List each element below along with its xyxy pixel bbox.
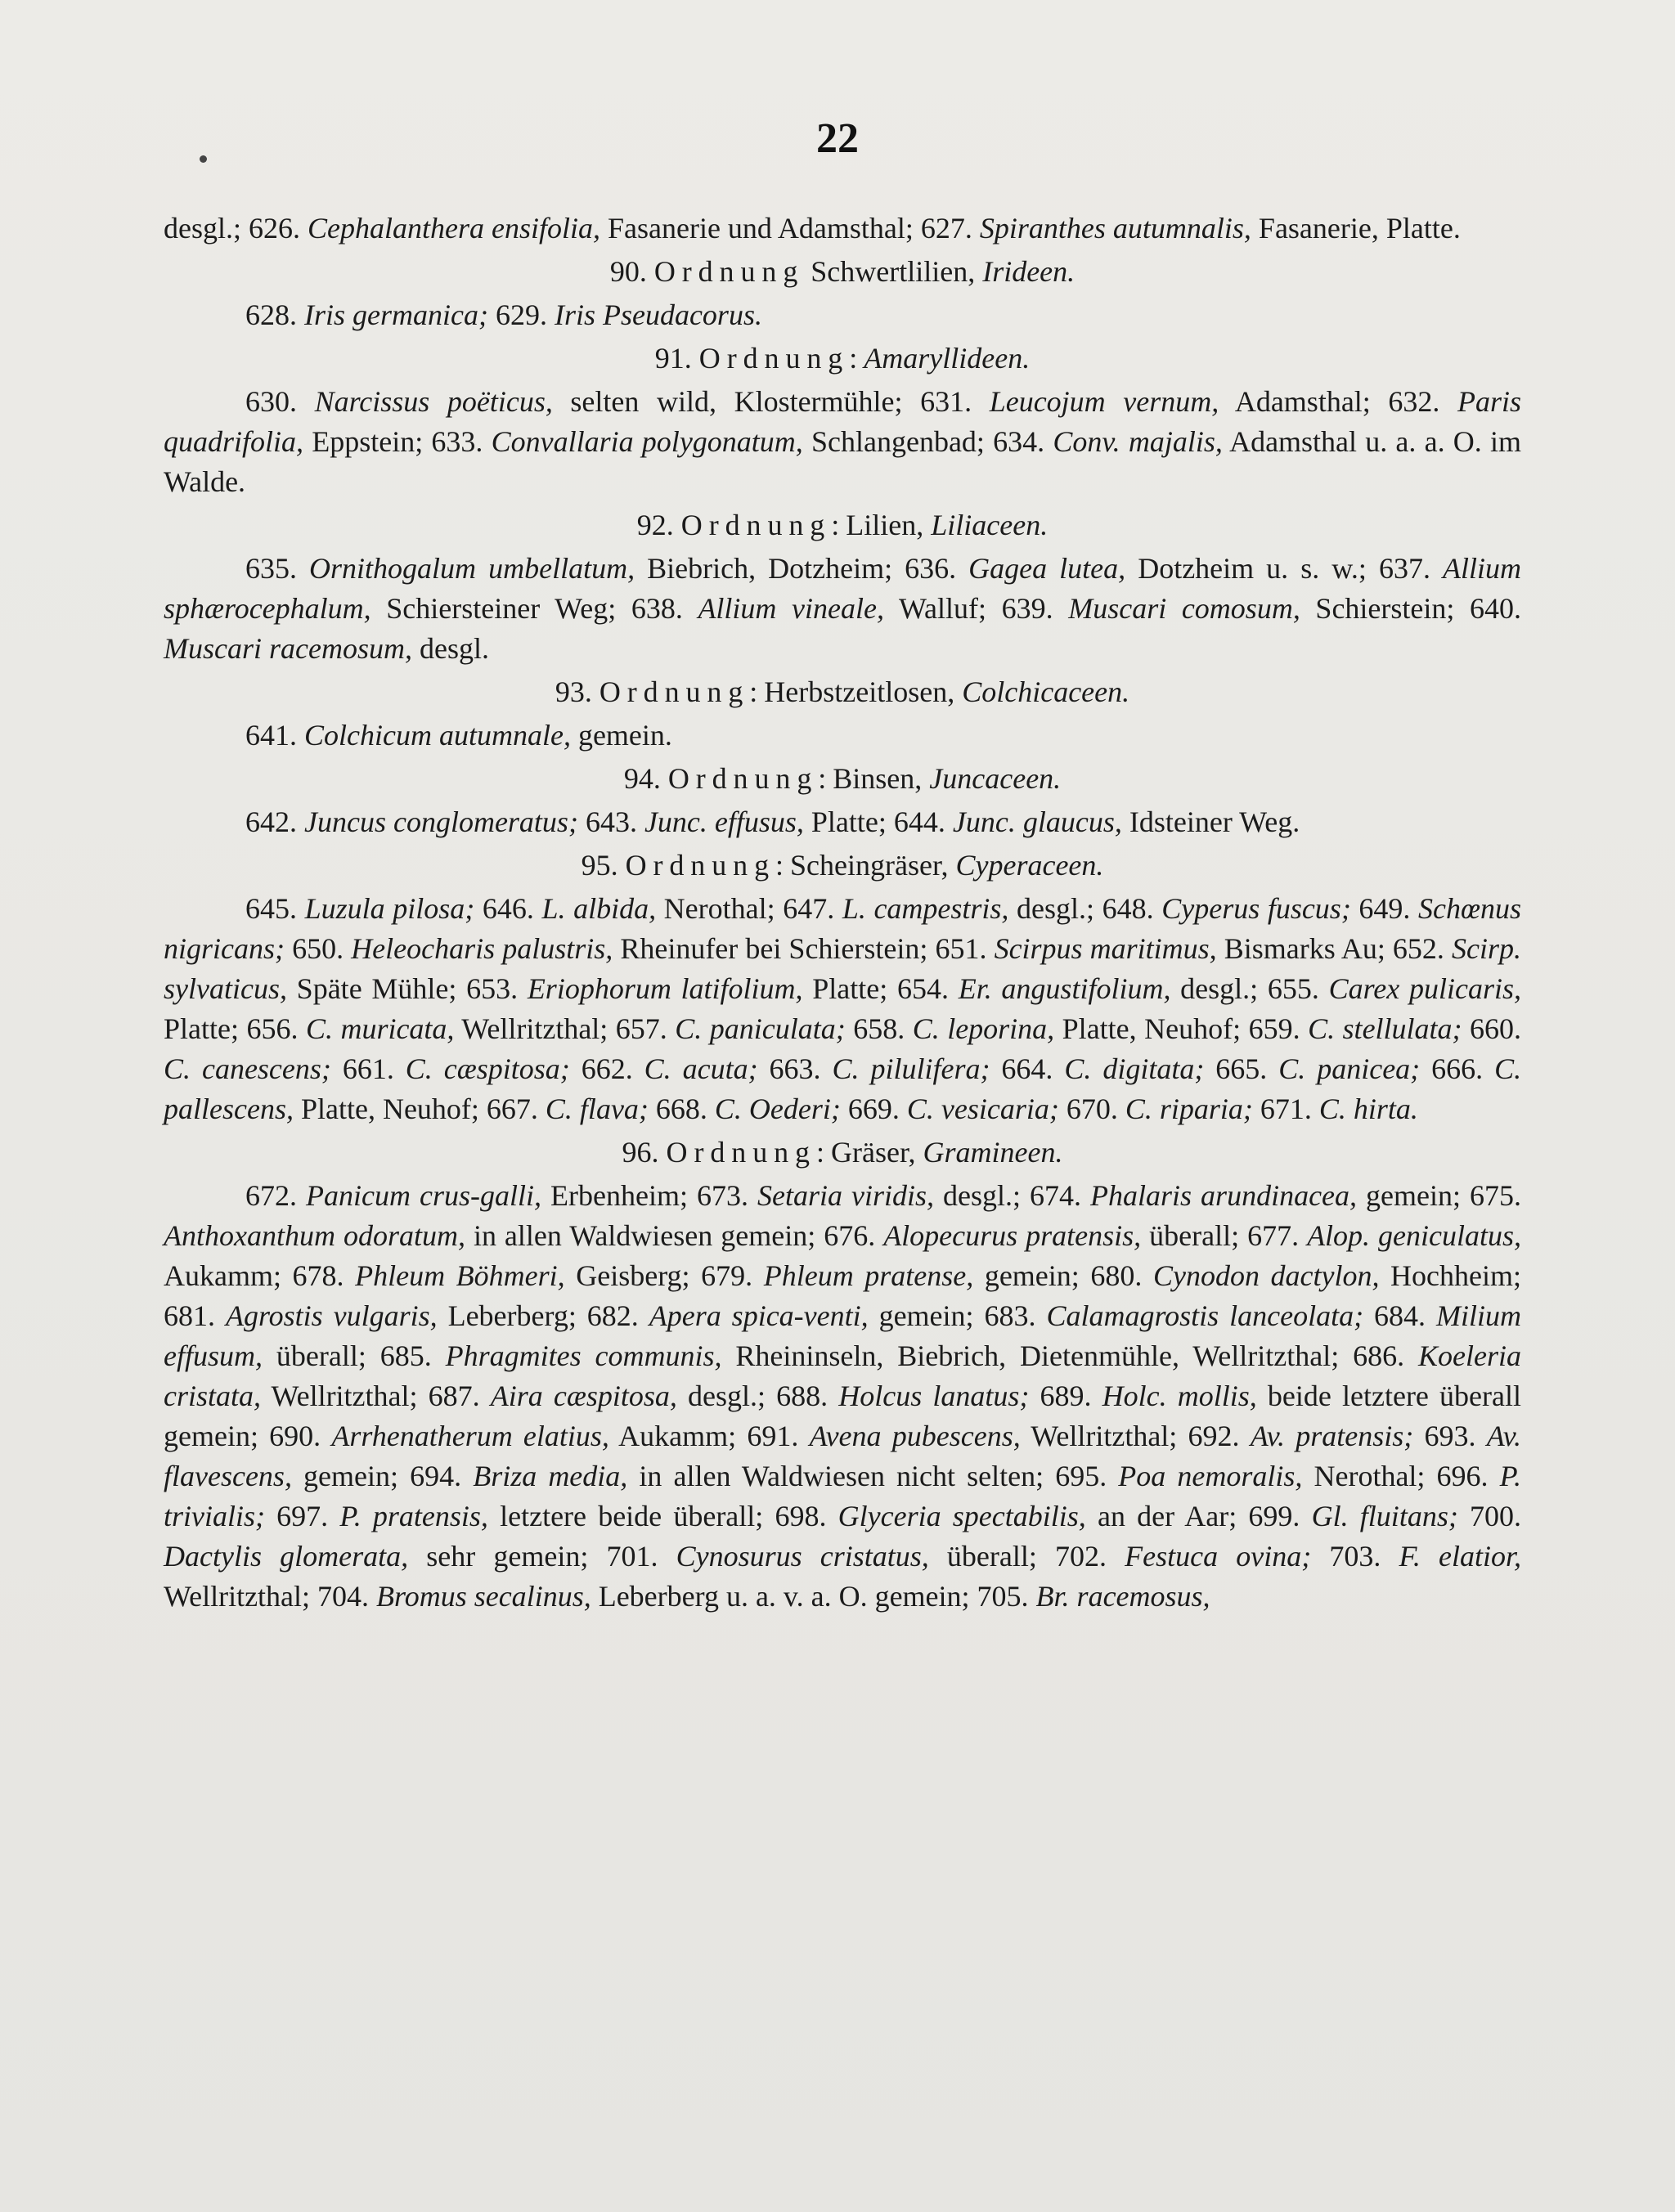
text-run: 643.: [577, 805, 644, 838]
text-run: Leberberg u. a. v. a. O. gemein; 705.: [591, 1580, 1036, 1613]
text-run: Schierstein; 640.: [1300, 592, 1522, 625]
text-run: gemein; 683.: [868, 1299, 1047, 1332]
text-run: Binsen,: [833, 762, 930, 795]
italic-name: Briza media,: [473, 1460, 628, 1492]
heading-word: Ordnung: [625, 849, 775, 882]
text-run: Leberberg; 682.: [437, 1299, 649, 1332]
italic-name: C. hirta.: [1318, 1093, 1418, 1125]
italic-name: Glyceria spectabilis,: [838, 1500, 1086, 1532]
text-run: 693.: [1413, 1420, 1487, 1452]
text-run: gemein.: [570, 719, 672, 752]
heading-separator: :: [815, 1136, 824, 1169]
italic-name: P. trivialis;: [164, 1460, 1521, 1532]
italic-name: Muscari comosum,: [1068, 592, 1300, 625]
italic-name: C. cæspitosa;: [405, 1052, 570, 1085]
italic-name: Colchicaceen.: [962, 675, 1130, 708]
paragraph: [164, 295, 1521, 335]
text-run: Fasanerie und Adamsthal; 627.: [599, 212, 980, 245]
text-run: 670.: [1058, 1093, 1125, 1125]
text-run: 689.: [1029, 1380, 1102, 1412]
heading-number: 95.: [581, 849, 626, 882]
text-run: 649.: [1350, 892, 1419, 925]
italic-name: Av. flavescens,: [164, 1420, 1522, 1492]
italic-name: Anthoxanthum odoratum,: [164, 1219, 465, 1252]
text-run: 697.: [265, 1500, 340, 1532]
text-run: 650.: [285, 932, 352, 965]
text-run: 629.: [487, 298, 555, 331]
heading-word: Ordnung: [599, 675, 750, 708]
heading-word: Ordnung: [667, 762, 819, 795]
text-run: 635.: [245, 552, 310, 585]
text-run: 662.: [569, 1052, 644, 1085]
text-run: Dotzheim u. s. w.; 637.: [1125, 552, 1443, 585]
text-run: 661.: [330, 1052, 406, 1085]
text-run: 665.: [1204, 1052, 1279, 1085]
text-run: überall; 677.: [1141, 1219, 1308, 1252]
italic-name: Convallaria polygonatum,: [491, 425, 803, 458]
italic-name: Juncaceen.: [929, 762, 1062, 795]
heading-separator: :: [849, 342, 858, 375]
section-heading: [164, 672, 1521, 712]
text-run: 641.: [245, 719, 304, 752]
italic-name: Br. racemosus,: [1035, 1580, 1210, 1613]
text-run: 660.: [1462, 1012, 1522, 1045]
text-run: Gräser,: [830, 1136, 923, 1169]
text-run: beide letztere überall gemein; 690.: [164, 1380, 1521, 1452]
italic-name: Muscari racemosum,: [164, 632, 412, 665]
text-run: Nerothal; 647.: [656, 892, 842, 925]
italic-name: Agrostis vulgaris,: [225, 1299, 438, 1332]
italic-name: Bromus secalinus,: [376, 1580, 591, 1613]
page-number: 22: [816, 115, 859, 162]
section-heading: [164, 252, 1521, 292]
heading-separator: :: [831, 509, 840, 541]
italic-name: C. muricata,: [305, 1012, 455, 1045]
italic-name: Milium effusum,: [164, 1299, 1522, 1372]
text-run: Fasanerie, Platte.: [1251, 212, 1461, 245]
paragraph: [164, 802, 1521, 842]
italic-name: C. pallescens,: [164, 1052, 1522, 1125]
text-run: Wellritzthal; 692.: [1020, 1420, 1251, 1452]
text-run: Idsteiner Weg.: [1121, 805, 1300, 838]
italic-name: Junc. effusus,: [644, 805, 804, 838]
italic-name: Arrhenatherum elatius,: [331, 1420, 609, 1452]
section-heading: [164, 846, 1521, 886]
italic-name: C. leporina,: [912, 1012, 1055, 1045]
italic-name: Alop. geniculatus,: [1307, 1219, 1522, 1252]
italic-name: Phragmites communis,: [445, 1339, 722, 1372]
text-run: Scheingräser,: [790, 849, 956, 882]
italic-name: Dactylis glomerata,: [164, 1540, 409, 1573]
text-run: 645.: [245, 892, 305, 925]
text-run: Adamsthal; 632.: [1219, 385, 1457, 418]
text-run: überall; 685.: [263, 1339, 446, 1372]
text-run: 663.: [757, 1052, 833, 1085]
text-run: Geisberg; 679.: [564, 1259, 764, 1292]
text-run: desgl.: [411, 632, 489, 665]
italic-name: Gagea lutea,: [968, 552, 1126, 585]
text-run: 703.: [1311, 1540, 1399, 1573]
heading-number: 96.: [622, 1136, 667, 1169]
italic-name: Er. angustifolium,: [958, 972, 1171, 1005]
italic-name: Poa nemoralis,: [1118, 1460, 1303, 1492]
text-run: Rheinufer bei Schierstein; 651.: [613, 932, 995, 965]
heading-number: 93.: [555, 675, 599, 708]
text-run: Rheininseln, Biebrich, Dietenmühle, Wellritzthal; 686.: [721, 1339, 1419, 1372]
heading-word: Ordnung: [666, 1136, 816, 1169]
text-run: gemein; 675.: [1357, 1179, 1522, 1212]
text-run: Erbenheim; 673.: [541, 1179, 757, 1212]
text-run: desgl.; 688.: [676, 1380, 839, 1412]
heading-number: 94.: [623, 762, 668, 795]
italic-name: Liliaceen.: [931, 509, 1049, 541]
text-run: Biebrich, Dotzheim; 636.: [635, 552, 969, 585]
text-run: 672.: [245, 1179, 307, 1212]
italic-name: Cephalanthera ensifolia,: [308, 212, 600, 245]
heading-number: 92.: [636, 509, 681, 541]
text-run: Adamsthal u. a. a. O. im Walde.: [164, 425, 1521, 498]
italic-name: F. elatior,: [1399, 1540, 1522, 1573]
text-run: Platte; 654.: [802, 972, 959, 1005]
italic-name: Apera spica-venti,: [649, 1299, 869, 1332]
italic-name: Spiranthes autumnalis,: [979, 212, 1251, 245]
italic-name: C. panicea;: [1278, 1052, 1421, 1085]
text-run: 664.: [990, 1052, 1065, 1085]
italic-name: Luzula pilosa;: [304, 892, 475, 925]
heading-word: Ordnung: [698, 342, 850, 375]
italic-name: C. Oederi;: [714, 1093, 841, 1125]
text-run: 671.: [1252, 1093, 1319, 1125]
text-run: in allen Waldwiesen gemein; 676.: [465, 1219, 884, 1252]
italic-name: Setaria viridis,: [757, 1179, 934, 1212]
text-run: 669.: [840, 1093, 907, 1125]
text-run: 658.: [845, 1012, 913, 1045]
heading-separator: :: [818, 762, 827, 795]
heading-word: Ordnung: [653, 255, 805, 288]
text-run: Platte, Neuhof; 659.: [1054, 1012, 1309, 1045]
italic-name: Aira cæspitosa,: [490, 1380, 677, 1412]
italic-name: Amaryllideen.: [864, 342, 1031, 375]
text-run: Schwertlilien,: [811, 255, 983, 288]
italic-name: C. stellulata;: [1308, 1012, 1462, 1045]
text-run: Schiersteiner Weg; 638.: [370, 592, 698, 625]
page-body: [164, 209, 1521, 1617]
heading-separator: :: [775, 849, 784, 882]
italic-name: L. campestris,: [842, 892, 1009, 925]
text-run: 630.: [245, 385, 315, 418]
text-run: gemein; 680.: [973, 1259, 1153, 1292]
italic-name: Holc. mollis,: [1102, 1380, 1257, 1412]
italic-name: Phleum pratense,: [763, 1259, 974, 1292]
paragraph: [164, 209, 1521, 249]
text-run: 646.: [474, 892, 542, 925]
section-heading: [164, 1133, 1521, 1173]
italic-name: Alopecurus pratensis,: [883, 1219, 1142, 1252]
text-run: Aukamm; 678.: [164, 1259, 356, 1292]
text-run: 684.: [1363, 1299, 1437, 1332]
text-run: letztere beide überall; 698.: [487, 1500, 838, 1532]
italic-name: Av. pratensis;: [1250, 1420, 1414, 1452]
text-run: 668.: [648, 1093, 715, 1125]
section-heading: [164, 339, 1521, 379]
italic-name: Cyperus fuscus;: [1161, 892, 1351, 925]
italic-name: Calamagrostis lanceolata;: [1046, 1299, 1364, 1332]
text-run: in allen Waldwiesen nicht selten; 695.: [627, 1460, 1119, 1492]
text-run: Schlangenbad; 634.: [802, 425, 1053, 458]
italic-name: Gl. fluitans;: [1311, 1500, 1458, 1532]
text-run: überall; 702.: [928, 1540, 1125, 1573]
paragraph: [164, 1176, 1521, 1617]
italic-name: Panicum crus-galli,: [306, 1179, 541, 1212]
text-run: 666.: [1420, 1052, 1495, 1085]
italic-name: C. paniculata;: [675, 1012, 846, 1045]
text-run: Späte Mühle; 653.: [286, 972, 528, 1005]
text-run: Eppstein; 633.: [303, 425, 492, 458]
italic-name: C. canescens;: [164, 1052, 331, 1085]
italic-name: Gramineen.: [923, 1136, 1063, 1169]
italic-name: C. pilulifera;: [832, 1052, 990, 1085]
italic-name: Eriophorum latifolium,: [527, 972, 803, 1005]
heading-word: Ordnung: [680, 509, 832, 541]
italic-name: Conv. majalis,: [1053, 425, 1223, 458]
italic-name: Colchicum autumnale,: [304, 719, 571, 752]
italic-name: C. digitata;: [1064, 1052, 1205, 1085]
italic-name: Heleocharis palustris,: [351, 932, 613, 965]
italic-name: C. vesicaria;: [906, 1093, 1059, 1125]
italic-name: Leucojum vernum,: [989, 385, 1219, 418]
italic-name: C. riparia;: [1125, 1093, 1253, 1125]
paragraph: [164, 889, 1521, 1129]
italic-name: Avena pubescens,: [809, 1420, 1021, 1452]
italic-name: Schœnus nigricans;: [164, 892, 1522, 965]
section-heading: [164, 505, 1521, 545]
italic-name: L. albida,: [541, 892, 657, 925]
italic-name: Juncus conglomeratus;: [304, 805, 578, 838]
text-run: selten wild, Klostermühle; 631.: [552, 385, 990, 418]
italic-name: Allium vineale,: [698, 592, 884, 625]
paragraph: [164, 549, 1521, 669]
text-run: Platte, Neuhof; 667.: [293, 1093, 546, 1125]
italic-name: Allium sphærocephalum,: [164, 552, 1521, 625]
text-run: Platte; 644.: [803, 805, 953, 838]
italic-name: Iris germanica;: [304, 298, 488, 331]
italic-name: Junc. glaucus,: [952, 805, 1122, 838]
paragraph: [164, 716, 1521, 756]
italic-name: Scirp. sylvaticus,: [164, 932, 1522, 1005]
text-run: Lilien,: [846, 509, 932, 541]
italic-name: Carex pulicaris,: [1328, 972, 1521, 1005]
italic-name: Scirpus maritimus,: [994, 932, 1217, 965]
text-run: Platte; 656.: [164, 1012, 306, 1045]
text-run: desgl.; 626.: [164, 212, 308, 245]
italic-name: Koeleria cristata,: [164, 1339, 1521, 1412]
text-run: sehr gemein; 701.: [408, 1540, 676, 1573]
text-run: an der Aar; 699.: [1085, 1500, 1312, 1532]
text-run: 642.: [245, 805, 304, 838]
text-run: desgl.; 674.: [934, 1179, 1091, 1212]
italic-name: C. flava;: [545, 1093, 649, 1125]
italic-name: Phalaris arundinacea,: [1090, 1179, 1358, 1212]
text-run: 628.: [245, 298, 304, 331]
text-run: desgl.; 648.: [1008, 892, 1162, 925]
italic-name: Narcissus poëticus,: [314, 385, 553, 418]
italic-name: Phleum Böhmeri,: [355, 1259, 565, 1292]
text-run: Walluf; 639.: [883, 592, 1069, 625]
italic-name: Ornithogalum umbellatum,: [309, 552, 635, 585]
italic-name: Paris quadrifolia,: [164, 385, 1521, 458]
text-run: Bismarks Au; 652.: [1216, 932, 1453, 965]
heading-number: 91.: [654, 342, 699, 375]
italic-name: Holcus lanatus;: [838, 1380, 1030, 1412]
text-run: Herbstzeitlosen,: [764, 675, 963, 708]
section-heading: [164, 759, 1521, 799]
text-run: 700.: [1457, 1500, 1521, 1532]
italic-name: Cynodon dactylon,: [1152, 1259, 1380, 1292]
text-run: Nerothal; 696.: [1302, 1460, 1500, 1492]
italic-name: C. acuta;: [644, 1052, 758, 1085]
paragraph: [164, 382, 1521, 502]
heading-separator: :: [749, 675, 758, 708]
italic-name: Festuca ovina;: [1125, 1540, 1312, 1573]
italic-name: Irideen.: [982, 255, 1076, 288]
heading-number: 90.: [609, 255, 654, 288]
text-run: Hochheim; 681.: [164, 1259, 1522, 1332]
text-run: Wellritzthal; 687.: [261, 1380, 491, 1412]
text-run: gemein; 694.: [291, 1460, 474, 1492]
text-run: Wellritzthal; 657.: [454, 1012, 676, 1045]
italic-name: P. pratensis,: [339, 1500, 488, 1532]
italic-name: Cyperaceen.: [955, 849, 1104, 882]
text-run: Aukamm; 691.: [608, 1420, 810, 1452]
italic-name: Cynosurus cristatus,: [676, 1540, 929, 1573]
italic-name: Iris Pseudacorus.: [554, 298, 762, 331]
text-run: desgl.; 655.: [1170, 972, 1329, 1005]
text-run: Wellritzthal; 704.: [164, 1580, 377, 1613]
